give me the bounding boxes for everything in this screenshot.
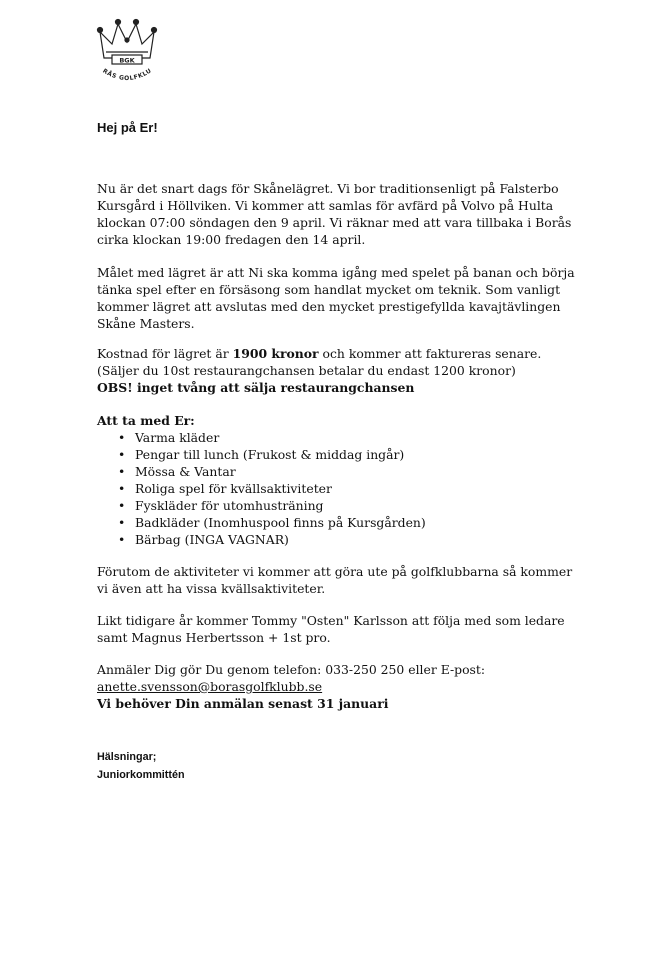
packing-heading: Att ta med Er: [97, 413, 195, 428]
text-line: vi även att ha vissa kvällsaktiviteter. [97, 581, 326, 596]
text-line: Förutom de aktiviteter vi kommer att göra ute på golfklubbarna så kommer [97, 564, 573, 579]
crown-logo-icon [92, 14, 162, 94]
cost-suffix: och kommer att faktureras senare. [318, 346, 542, 361]
club-logo [92, 14, 162, 94]
paragraph-intro [97, 180, 617, 248]
text-line: Skåne Masters. [97, 316, 195, 331]
svg-text:BGK: BGK [119, 56, 135, 65]
cost-amount: 1900 kronor [232, 346, 319, 361]
registration-section [97, 661, 617, 712]
packing-list [97, 429, 617, 548]
greeting: Hej på Er! [97, 120, 158, 135]
text-line: cirka klockan 19:00 fredagen den 14 april. [97, 232, 366, 247]
text-line: Nu är det snart dags för Skånelägret. Vi bor traditionsenligt på Falsterbo [97, 181, 559, 196]
list-item: • Mössa & Vantar [135, 463, 617, 480]
text-line: Målet med lägret är att Ni ska komma igång med spelet på banan och börja [97, 265, 575, 280]
text-line: klockan 07:00 söndagen den 9 april. Vi räknar med att vara tillbaka i Borås [97, 215, 572, 230]
text-line: Likt tidigare år kommer Tommy "Osten" Karlsson att följa med som ledare [97, 613, 565, 628]
registration-deadline: Vi behöver Din anmälan senast 31 januari [97, 696, 389, 711]
signoff [97, 748, 185, 784]
list-item: • Pengar till lunch (Frukost & middag ingår) [135, 446, 617, 463]
paragraph-leaders [97, 612, 617, 646]
paragraph-activities [97, 563, 617, 597]
text-line: samt Magnus Herbertsson + 1st pro. [97, 630, 331, 645]
text-line: tänka spel efter en försäsong som handlat mycket om teknik. Som vanligt [97, 282, 561, 297]
list-item: • Roliga spel för kvällsaktiviteter [135, 480, 617, 497]
registration-line: Anmäler Dig gör Du genom telefon: 033-250 250 eller E-post: [97, 662, 486, 677]
svg-text:BORÅS GOLFKLUBB: RÅS GOLFKLU [101, 67, 154, 83]
email-link[interactable]: anette.svensson@borasgolfklubb.se [97, 679, 323, 694]
signoff-sender: Juniorkommittén [97, 769, 185, 781]
cost-note: (Säljer du 10st restaurangchansen betalar du endast 1200 kronor) [97, 363, 516, 378]
list-item: • Badkläder (Inomhuspool finns på Kursgården) [135, 514, 617, 531]
cost-line [97, 345, 617, 362]
text-line: kommer lägret att avslutas med den mycket prestigefyllda kavajtävlingen [97, 299, 561, 314]
signoff-greeting: Hälsningar; [97, 751, 157, 763]
paragraph-goal [97, 264, 617, 332]
list-item: • Bärbag (INGA VAGNAR) [135, 531, 617, 548]
text-line: Kursgård i Höllviken. Vi kommer att samlas för avfärd på Volvo på Hulta [97, 198, 554, 213]
list-item: • Fyskläder för utomhusträning [135, 497, 617, 514]
cost-prefix: Kostnad för lägret är [97, 346, 233, 361]
cost-obs: OBS! inget tvång att sälja restaurangchansen [97, 380, 415, 395]
packing-section [97, 412, 617, 548]
list-item: • Varma kläder [135, 429, 617, 446]
paragraph-cost [97, 345, 617, 396]
